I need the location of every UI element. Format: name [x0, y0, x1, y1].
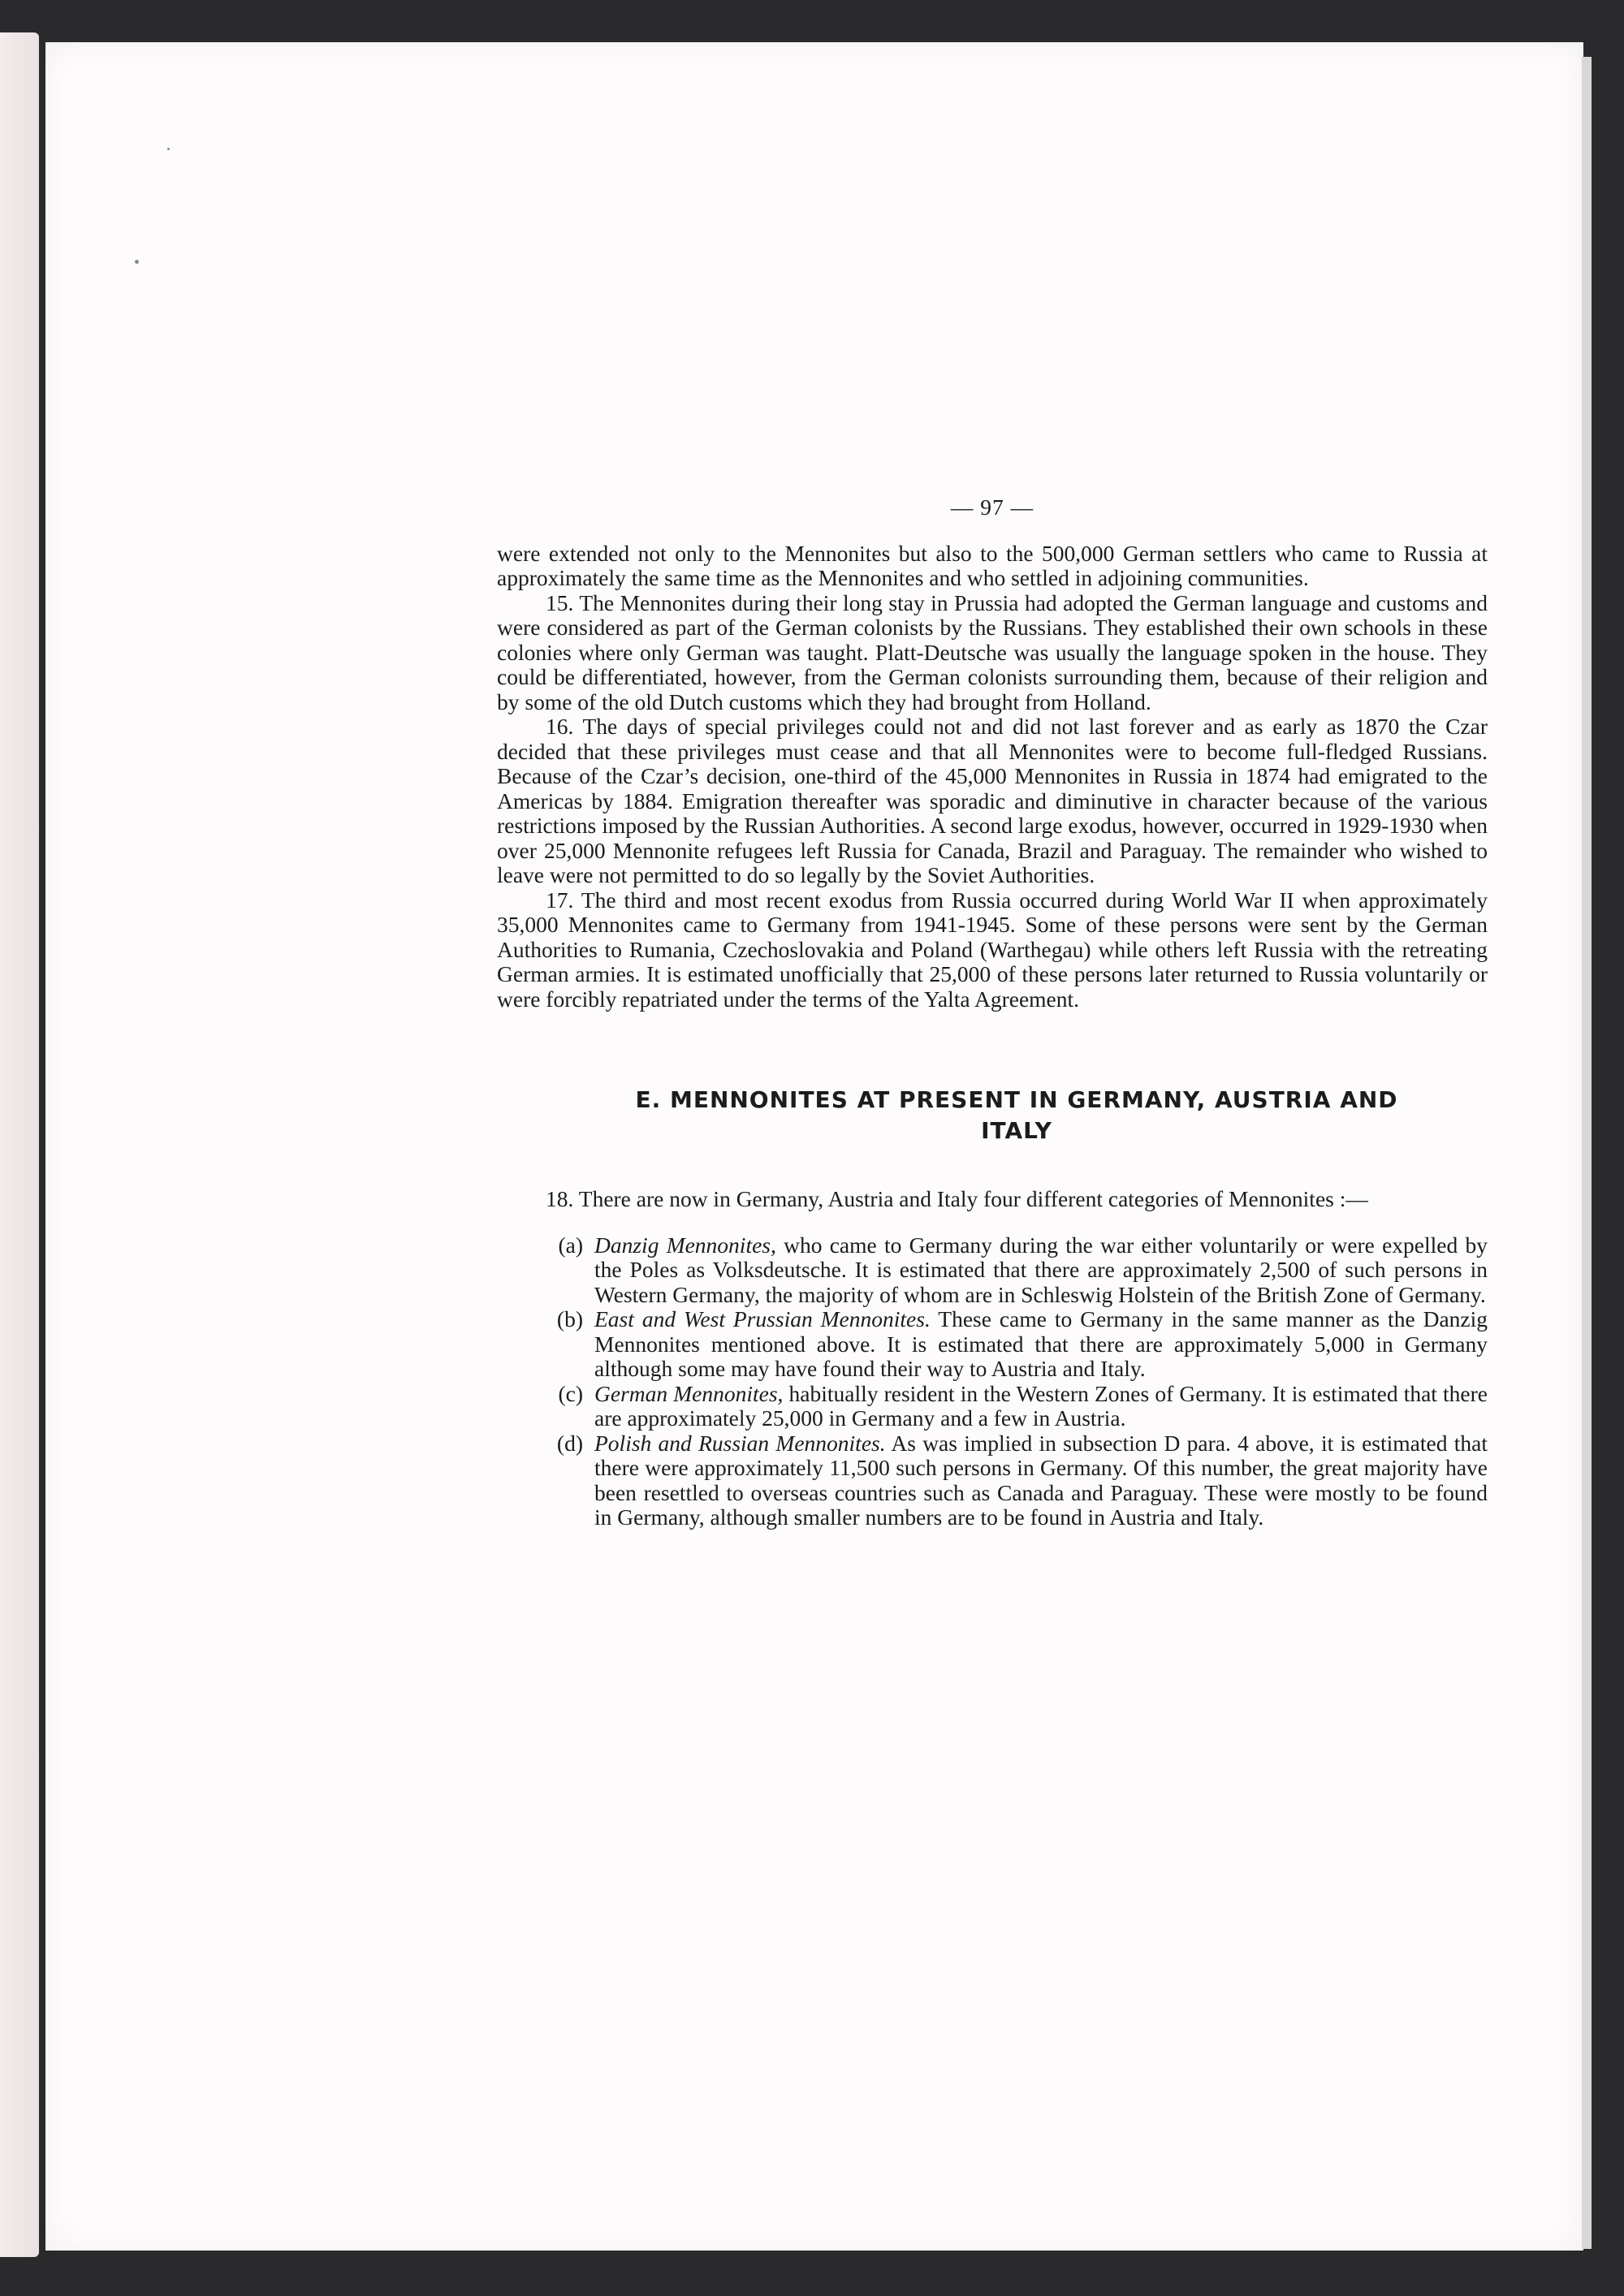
paragraph-number: 17. [546, 887, 574, 913]
item-label: (d) [556, 1430, 583, 1456]
paragraph-continued [497, 542, 1488, 591]
list-item [497, 1307, 1488, 1382]
list-item [497, 1431, 1488, 1530]
item-text: These came to Germany in the same manner as the Danzig Mennonites mentioned above. It is estimated that there are approximately 5,000 in Germany although some may have found their way to Austria and Italy. [594, 1306, 1488, 1381]
page-stack-edge [1582, 57, 1592, 2249]
item-body [594, 1307, 1488, 1382]
page-content [497, 495, 1488, 1530]
paragraph-number: 15. [546, 589, 574, 615]
item-text: As was implied in subsection D para. 4 above, it is estimated that there were approximately 11,500 such persons in Germany. Of this number, the great majority have been resettled to overseas countries such as Canada and Paraguay. These were mostly to be found in Germany, although smaller numbers are to be found in Austria and Italy. [594, 1430, 1488, 1530]
paragraph-17 [497, 888, 1488, 1012]
paragraph-18 [497, 1187, 1488, 1212]
item-title: Danzig Mennonites, [594, 1232, 776, 1258]
paragraph-text: The third and most recent exodus from Russia occurred during World War II when approximately 35,000 Mennonites came to Germany from 1941-1945. Some of these persons were sent by the German Authorities to Rumania, Czechoslovakia and Poland (Warthegau) while others left Russia with the retreating German armies. It is estimated unofficially that 25,000 of these persons later returned to Russia voluntarily or were forcibly repatriated under the terms of the Yalta Agreement. [497, 887, 1488, 1012]
list-item [497, 1233, 1488, 1308]
item-title: East and West Prussian Mennonites. [594, 1306, 931, 1331]
category-list [497, 1233, 1488, 1530]
item-body [594, 1382, 1488, 1431]
paragraph-15 [497, 591, 1488, 715]
item-label: (a) [558, 1232, 583, 1258]
item-title: Polish and Russian Mennonites. [594, 1430, 886, 1456]
paragraph-text: There are now in Germany, Austria and Italy four different categories of Mennonites :— [578, 1186, 1368, 1211]
paragraph-text: were extended not only to the Mennonites but also to the 500,000 German settlers who came to Russia at approximately the same time as the Mennonites and who settled in adjoining communities. [497, 540, 1488, 590]
page-number: — 97 — [950, 494, 1034, 520]
paragraph-number: 16. [546, 714, 574, 739]
paragraph-number: 18. [546, 1186, 574, 1211]
item-title: German Mennonites, [594, 1380, 784, 1406]
paragraph-16 [497, 714, 1488, 888]
item-label: (c) [558, 1380, 583, 1406]
item-text: habitually resident in the Western Zones of Germany. It is estimated that there are approximately 25,000 in Germany and a few in Austria. [594, 1380, 1488, 1431]
item-label: (b) [556, 1306, 583, 1331]
item-body [594, 1431, 1488, 1530]
adjacent-page-edge [0, 32, 39, 2257]
paragraph-text: The days of special privileges could not and did not last forever and as early as 1870 the Czar decided that these privileges must cease and that all Mennonites were to become full-fledged Russians. Because of the Czar’s decision, one-third of the 45,000 Mennonites in Russia in 1874 had emigrated to the Americas by 1884. Emigration thereafter was sporadic and diminutive in character because of the various restrictions imposed by the Russian Authorities. A second large exodus, however, occurred in 1929-1930 when over 25,000 Mennonite refugees left Russia for Canada, Brazil and Paraguay. The remainder who wished to leave were not permitted to do so legally by the Soviet Authorities. [497, 714, 1488, 887]
speck [135, 260, 139, 264]
item-text: who came to Germany during the war either voluntarily or were expelled by the Poles as Volksdeutsche. It is estimated that there are approximately 2,500 of such persons in Western Germany, the majority of whom are in Schleswig Holstein of the British Zone of Germany. [594, 1232, 1488, 1307]
list-item [497, 1382, 1488, 1431]
paragraph-text: The Mennonites during their long stay in Prussia had adopted the German language and customs and were considered as part of the German colonists by the Russians. They established their own schools in these colonies where only German was taught. Platt-Deutsche was usually the language spoken in the house. They could be differentiated, however, from the German colonists surrounding them, because of their religion and by some of the old Dutch customs which they had brought from Holland. [497, 589, 1488, 714]
section-heading: E. MENNONITES AT PRESENT IN GERMANY, AUSTRIA AND ITALY [635, 1086, 1398, 1144]
item-body [594, 1233, 1488, 1308]
speck [167, 148, 170, 150]
